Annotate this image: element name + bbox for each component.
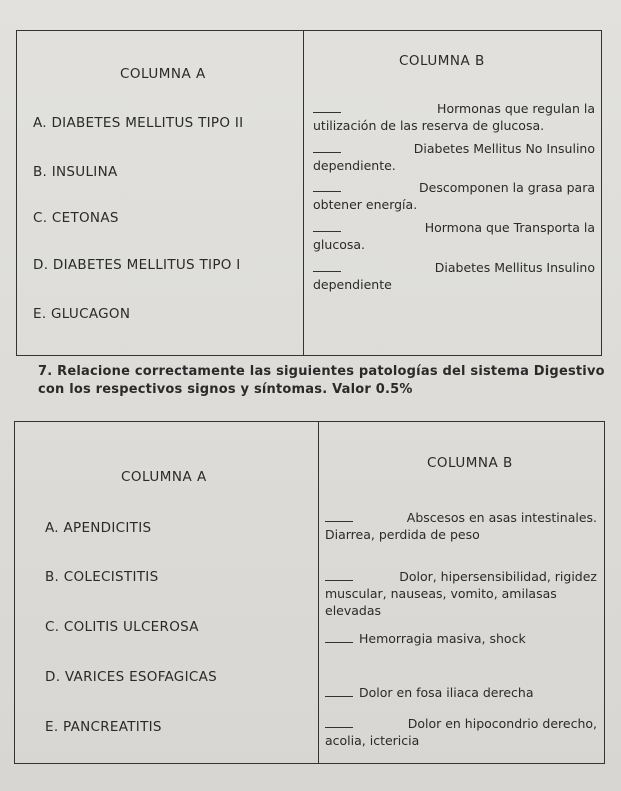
answer-blank[interactable] <box>313 259 341 272</box>
question-7-text: 7. Relacione correctamente las siguientes patologías del sistema Digestivo con los respectivos signos y síntomas. Valor 0.5% <box>38 364 605 397</box>
column-b-item: Diabetes Mellitus Insulino dependiente <box>313 260 595 292</box>
matching-table-2 <box>14 421 605 764</box>
column-a-header: COLUMNA A <box>121 469 207 485</box>
column-a-item: E. PANCREATITIS <box>45 719 162 735</box>
column-a-item: D. VARICES ESOFAGICAS <box>45 669 217 685</box>
column-a-item: B. COLECISTITIS <box>45 569 159 585</box>
column-b-item: Descomponen la grasa para obtener energía. <box>313 180 595 212</box>
column-a-item: B. INSULINA <box>33 164 118 180</box>
column-a-item: E. GLUCAGON <box>33 306 131 322</box>
answer-blank[interactable] <box>325 715 353 728</box>
column-a-item: D. DIABETES MELLITUS TIPO I <box>33 257 241 273</box>
column-a-item: A. DIABETES MELLITUS TIPO II <box>33 115 244 131</box>
column-b-item: Hormonas que regulan la utilización de las reserva de glucosa. <box>313 101 595 133</box>
answer-blank[interactable] <box>313 140 341 153</box>
answer-blank[interactable] <box>325 509 353 522</box>
answer-blank[interactable] <box>313 219 341 232</box>
answer-blank[interactable] <box>313 179 341 192</box>
column-b-item: Dolor, hipersensibilidad, rigidez muscular, nauseas, vomito, amilasas elevadas <box>325 569 597 618</box>
answer-blank[interactable] <box>325 568 353 581</box>
column-b-item: Hemorragia masiva, shock <box>325 630 597 647</box>
column-b-item: Dolor en fosa iliaca derecha <box>325 684 597 701</box>
column-a-item: A. APENDICITIS <box>45 520 152 536</box>
column-divider <box>318 422 319 763</box>
answer-blank[interactable] <box>313 100 341 113</box>
column-a-header: COLUMNA A <box>120 66 206 82</box>
answer-blank[interactable] <box>325 630 353 643</box>
column-b-item: Diabetes Mellitus No Insulino dependiente. <box>313 141 595 173</box>
column-divider <box>303 31 304 355</box>
column-b-item: Hormona que Transporta la glucosa. <box>313 220 595 252</box>
column-b-item: Abscesos en asas intestinales. Diarrea, perdida de peso <box>325 510 597 542</box>
column-b-header: COLUMNA B <box>399 53 485 69</box>
column-a-item: C. CETONAS <box>33 210 119 226</box>
column-b-item: Dolor en hipocondrio derecho, acolia, ictericia <box>325 716 597 748</box>
column-a-item: C. COLITIS ULCEROSA <box>45 619 199 635</box>
answer-blank[interactable] <box>325 684 353 697</box>
column-b-header: COLUMNA B <box>427 455 513 471</box>
matching-table-1 <box>16 30 602 356</box>
